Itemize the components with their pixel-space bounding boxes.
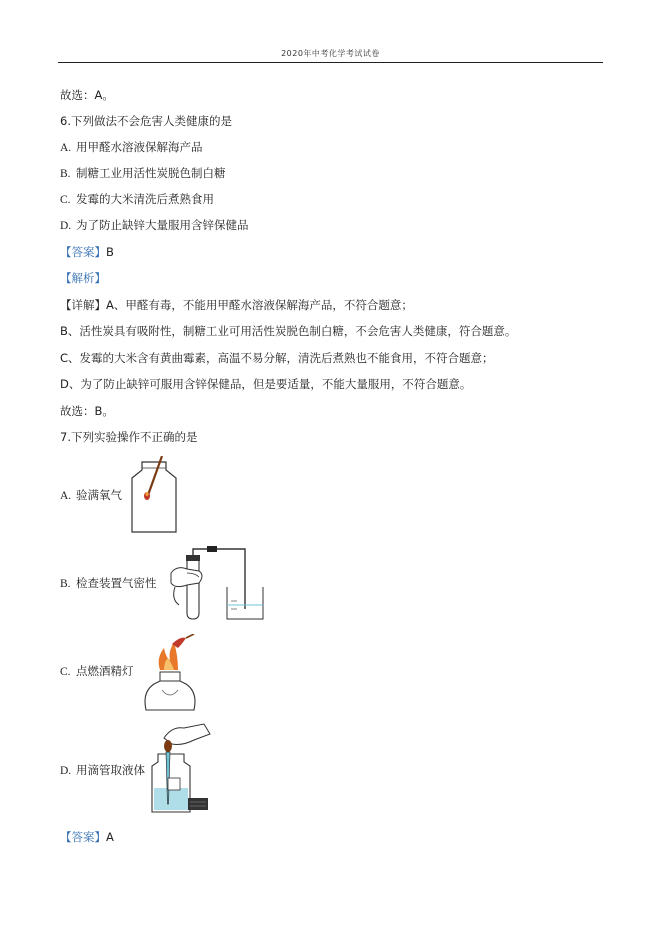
q7-answer <box>60 830 114 844</box>
alcohol-lamp-figure <box>142 634 198 712</box>
option-letter: B. <box>60 578 71 590</box>
option-letter: D. <box>60 765 72 777</box>
option-letter: C. <box>60 194 71 206</box>
header-rule <box>58 62 603 63</box>
answer-tag: 【答案】 <box>60 830 106 844</box>
q7-option-c <box>60 664 134 679</box>
option-text: 点燃酒精灯 <box>76 664 134 678</box>
q6-option-d <box>60 218 249 233</box>
option-text: 检查装置气密性 <box>76 576 157 590</box>
q6-detail-a <box>60 298 413 312</box>
option-text: 用甲醛水溶液保解海产品 <box>76 140 203 154</box>
option-letter: D. <box>60 220 72 232</box>
option-letter: A. <box>60 142 72 154</box>
detail-text: A、甲醛有毒，不能用甲醛水溶液保解海产品，不符合题意； <box>106 298 413 312</box>
q6-detail-b: B、活性炭具有吸附性，制糖工业可用活性炭脱色制白糖，不会危害人类健康，符合题意。 <box>60 324 517 338</box>
answer-tag: 【答案】 <box>60 245 106 259</box>
page-header: 2020年中考化学考试试卷 <box>281 49 380 58</box>
option-text: 制糖工业用活性炭脱色制白糖 <box>76 166 226 180</box>
q6-detail-c: C、发霉的大米含有黄曲霉素，高温不易分解，清洗后煮熟也不能食用，不符合题意； <box>60 351 494 365</box>
detail-tag: 【详解】 <box>60 298 106 312</box>
q5-conclusion: 故选：A。 <box>60 88 114 102</box>
q7-option-b <box>60 576 157 591</box>
analysis-tag: 【解析】 <box>60 271 106 285</box>
answer-value: B <box>106 245 114 259</box>
q6-option-b <box>60 166 226 181</box>
q6-analysis-tag <box>60 271 106 285</box>
answer-value: A <box>106 830 114 844</box>
q7-option-a <box>60 488 122 503</box>
q6-stem: 6.下列做法不会危害人类健康的是 <box>60 114 232 128</box>
option-letter: C. <box>60 666 71 678</box>
option-text: 用滴管取液体 <box>76 763 145 777</box>
q6-option-a <box>60 140 203 155</box>
q7-stem: 7.下列实验操作不正确的是 <box>60 430 198 444</box>
option-text: 为了防止缺锌大量服用含锌保健品 <box>76 218 249 232</box>
option-letter: B. <box>60 168 71 180</box>
q7-option-d <box>60 763 145 778</box>
option-letter: A. <box>60 490 72 502</box>
option-text: 发霉的大米清洗后煮熟食用 <box>76 192 214 206</box>
q6-option-c <box>60 192 214 207</box>
dropper-figure <box>150 718 212 814</box>
option-text: 验满氧气 <box>76 488 122 502</box>
airtightness-test-figure <box>165 543 265 623</box>
q6-conclusion: 故选：B。 <box>60 404 114 418</box>
q6-detail-d: D、为了防止缺锌可服用含锌保健品，但是要适量，不能大量服用，不符合题意。 <box>60 377 472 391</box>
q6-answer <box>60 245 114 259</box>
oxygen-test-figure <box>128 456 178 536</box>
